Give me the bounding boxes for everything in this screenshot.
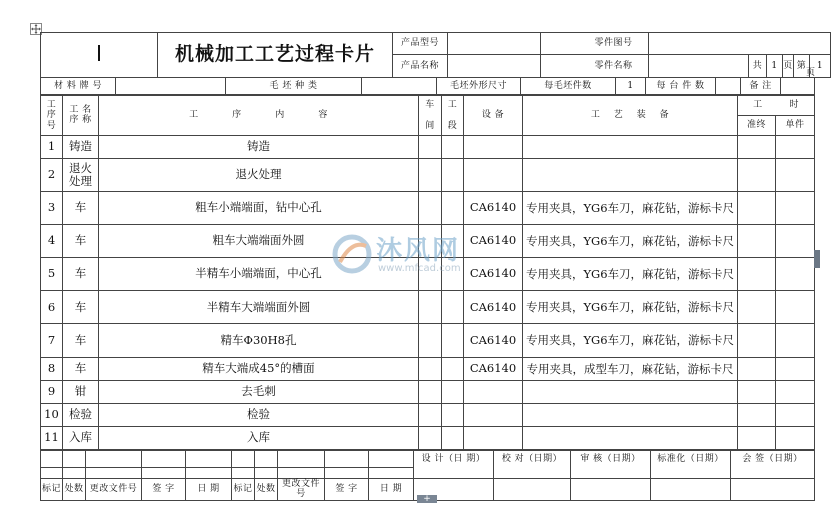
op-content: 去毛刺 bbox=[99, 380, 419, 403]
pieces-per-blank-value[interactable]: 1 bbox=[616, 78, 646, 95]
table-row bbox=[41, 323, 815, 357]
product-name-label: 产品名称 bbox=[393, 55, 448, 78]
op-unit-time[interactable] bbox=[776, 225, 815, 258]
rev-blank bbox=[142, 451, 186, 468]
op-tooling bbox=[523, 135, 738, 158]
rev-blank bbox=[41, 451, 63, 468]
watermark-url: www.mfcad.com bbox=[378, 263, 461, 274]
rev-count-label-2: 处数 bbox=[255, 479, 278, 501]
table-row bbox=[41, 291, 815, 324]
op-unit-time[interactable] bbox=[776, 357, 815, 380]
op-section[interactable] bbox=[442, 225, 464, 258]
rev-blank bbox=[63, 451, 86, 468]
op-prep-time[interactable] bbox=[738, 403, 776, 426]
op-seq-no: 2 bbox=[41, 159, 63, 192]
op-content: 半精车大端端面外圆 bbox=[99, 291, 419, 324]
op-workshop[interactable] bbox=[419, 426, 442, 449]
check-sign-field[interactable] bbox=[494, 479, 571, 501]
rev-blank bbox=[278, 451, 325, 468]
rev-change-doc-label: 更改文件号 bbox=[86, 479, 142, 501]
pieces-per-unit-label: 每 台 件 数 bbox=[646, 78, 716, 95]
col-seq-no: 工 序 号 bbox=[41, 96, 63, 136]
op-unit-time[interactable] bbox=[776, 159, 815, 192]
table-row bbox=[41, 357, 815, 380]
pieces-per-blank-label: 每毛坯件数 bbox=[521, 78, 616, 95]
rev-blank bbox=[369, 468, 414, 479]
op-workshop[interactable] bbox=[419, 257, 442, 291]
op-workshop[interactable] bbox=[419, 225, 442, 258]
op-content: 精车大端成45°的槽面 bbox=[99, 357, 419, 380]
rev-blank bbox=[41, 468, 63, 479]
op-unit-time[interactable] bbox=[776, 380, 815, 403]
rev-blank bbox=[86, 451, 142, 468]
op-name: 车 bbox=[63, 257, 99, 291]
op-content: 粗车大端端面外圆 bbox=[99, 225, 419, 258]
op-unit-time[interactable] bbox=[776, 191, 815, 225]
op-tooling bbox=[523, 426, 738, 449]
op-section[interactable] bbox=[442, 403, 464, 426]
process-table bbox=[40, 95, 814, 450]
rev-blank bbox=[86, 468, 142, 479]
total-pages[interactable]: 1 bbox=[767, 55, 783, 78]
op-name: 退火 处理 bbox=[63, 159, 99, 192]
op-equipment bbox=[464, 135, 523, 158]
op-tooling: 专用夹具，YG6车刀，麻花钻，游标卡尺 bbox=[523, 225, 738, 258]
sign-label: 会 签（日期） bbox=[731, 451, 815, 479]
op-equipment: CA6140 bbox=[464, 291, 523, 324]
op-workshop[interactable] bbox=[419, 291, 442, 324]
op-name: 车 bbox=[63, 291, 99, 324]
op-tooling: 专用夹具，成型车刀，麻花钻，游标卡尺 bbox=[523, 357, 738, 380]
op-name: 车 bbox=[63, 357, 99, 380]
process-card bbox=[40, 32, 824, 500]
product-name-value[interactable] bbox=[448, 55, 541, 78]
rev-date-label-2: 日 期 bbox=[369, 479, 414, 501]
op-section[interactable] bbox=[442, 159, 464, 192]
op-content: 入库 bbox=[99, 426, 419, 449]
rev-mark-label-2: 标记 bbox=[232, 479, 255, 501]
op-tooling bbox=[523, 380, 738, 403]
blank-type-value[interactable] bbox=[362, 78, 437, 95]
op-workshop[interactable] bbox=[419, 357, 442, 380]
col-section: 工 段 bbox=[442, 96, 464, 136]
op-seq-no: 10 bbox=[41, 403, 63, 426]
op-unit-time[interactable] bbox=[776, 426, 815, 449]
countersign-field[interactable] bbox=[731, 479, 815, 501]
op-unit-time[interactable] bbox=[776, 323, 815, 357]
op-prep-time[interactable] bbox=[738, 191, 776, 225]
rev-change-doc-label-2: 更改文件号 bbox=[278, 479, 325, 501]
op-unit-time[interactable] bbox=[776, 135, 815, 158]
rev-date-label: 日 期 bbox=[186, 479, 232, 501]
op-section[interactable] bbox=[442, 257, 464, 291]
op-name: 车 bbox=[63, 191, 99, 225]
review-label: 审 核（日期） bbox=[571, 451, 651, 479]
blank-type-label: 毛 坯 种 类 bbox=[226, 78, 362, 95]
op-content: 检验 bbox=[99, 403, 419, 426]
op-prep-time[interactable] bbox=[738, 291, 776, 324]
op-unit-time[interactable] bbox=[776, 403, 815, 426]
table-row bbox=[41, 191, 815, 225]
total-label: 共 bbox=[749, 55, 767, 78]
op-equipment: CA6140 bbox=[464, 191, 523, 225]
op-prep-time[interactable] bbox=[738, 159, 776, 192]
page-title: 机械加工工艺过程卡片 bbox=[158, 33, 393, 78]
rev-blank bbox=[232, 451, 255, 468]
add-row-icon[interactable]: + bbox=[417, 495, 437, 503]
op-name: 检验 bbox=[63, 403, 99, 426]
card-footer bbox=[40, 450, 814, 500]
op-equipment: CA6140 bbox=[464, 225, 523, 258]
col-op-name: 工 名 序 称 bbox=[63, 96, 99, 136]
logo-cell bbox=[41, 33, 158, 78]
col-workshop: 车 间 bbox=[419, 96, 442, 136]
rev-signature-label-2: 签 字 bbox=[325, 479, 369, 501]
op-section[interactable] bbox=[442, 191, 464, 225]
check-label: 校 对（日期） bbox=[494, 451, 571, 479]
op-equipment bbox=[464, 403, 523, 426]
rev-blank bbox=[255, 451, 278, 468]
page-label: 页 bbox=[783, 55, 794, 78]
op-seq-no: 9 bbox=[41, 380, 63, 403]
op-seq-no: 1 bbox=[41, 135, 63, 158]
col-equipment: 设 备 bbox=[464, 96, 523, 136]
table-row bbox=[41, 403, 815, 426]
table-row bbox=[41, 426, 815, 449]
table-row bbox=[41, 380, 815, 403]
pieces-per-unit-value[interactable] bbox=[716, 78, 741, 95]
watermark-text: 沐风网 bbox=[376, 236, 461, 266]
op-seq-no: 3 bbox=[41, 191, 63, 225]
op-workshop[interactable] bbox=[419, 191, 442, 225]
table-row bbox=[41, 257, 815, 291]
op-tooling: 专用夹具，YG6车刀，麻花钻，游标卡尺 bbox=[523, 191, 738, 225]
material-value[interactable] bbox=[116, 78, 226, 95]
op-unit-time[interactable] bbox=[776, 257, 815, 291]
op-section[interactable] bbox=[442, 426, 464, 449]
op-name: 入库 bbox=[63, 426, 99, 449]
op-prep-time[interactable] bbox=[738, 323, 776, 357]
rev-blank bbox=[369, 451, 414, 468]
part-name-label: 零件名称 bbox=[595, 55, 649, 78]
op-section[interactable] bbox=[442, 380, 464, 403]
op-content: 铸造 bbox=[99, 135, 419, 158]
rev-blank bbox=[142, 468, 186, 479]
op-section[interactable] bbox=[442, 135, 464, 158]
op-tooling bbox=[523, 159, 738, 192]
op-seq-no: 11 bbox=[41, 426, 63, 449]
current-page[interactable]: 1 bbox=[810, 55, 831, 78]
table-row bbox=[41, 225, 815, 258]
rev-blank bbox=[278, 468, 325, 479]
op-workshop[interactable] bbox=[419, 323, 442, 357]
move-handle-icon[interactable] bbox=[30, 20, 42, 32]
standard-label: 标准化（日期） bbox=[651, 451, 731, 479]
blank-size-label: 毛坯外形尺寸 bbox=[437, 78, 521, 95]
part-drawing-value[interactable] bbox=[649, 33, 831, 55]
design-label: 设 计（日 期） bbox=[414, 451, 494, 479]
op-unit-time[interactable] bbox=[776, 291, 815, 324]
op-seq-no: 5 bbox=[41, 257, 63, 291]
op-prep-time[interactable] bbox=[738, 225, 776, 258]
op-name: 车 bbox=[63, 323, 99, 357]
op-workshop[interactable] bbox=[419, 135, 442, 158]
remark-label: 备 注 bbox=[741, 78, 781, 95]
product-model-value[interactable] bbox=[448, 33, 541, 55]
rev-blank bbox=[186, 468, 232, 479]
op-equipment: CA6140 bbox=[464, 323, 523, 357]
page-label-2: 页 bbox=[806, 68, 816, 78]
op-name: 铸造 bbox=[63, 135, 99, 158]
op-equipment: CA6140 bbox=[464, 257, 523, 291]
op-name: 车 bbox=[63, 225, 99, 258]
part-drawing-label-cell bbox=[541, 33, 595, 55]
op-content: 退火处理 bbox=[99, 159, 419, 192]
col-tooling: 工 艺 装 备 bbox=[523, 96, 738, 136]
op-tooling: 专用夹具，YG6车刀，麻花钻，游标卡尺 bbox=[523, 291, 738, 324]
op-equipment bbox=[464, 380, 523, 403]
op-prep-time[interactable] bbox=[738, 257, 776, 291]
op-prep-time[interactable] bbox=[738, 380, 776, 403]
op-seq-no: 7 bbox=[41, 323, 63, 357]
standard-sign-field[interactable] bbox=[651, 479, 731, 501]
rev-signature-label: 签 字 bbox=[142, 479, 186, 501]
product-model-label: 产品型号 bbox=[393, 33, 448, 55]
resize-handle[interactable] bbox=[814, 250, 820, 268]
rev-blank bbox=[325, 451, 369, 468]
op-tooling bbox=[523, 403, 738, 426]
col-prep: 准终 bbox=[738, 115, 776, 135]
op-equipment bbox=[464, 426, 523, 449]
part-name-value[interactable] bbox=[649, 55, 749, 78]
op-section[interactable] bbox=[442, 357, 464, 380]
card-header bbox=[40, 32, 824, 77]
table-row bbox=[41, 159, 815, 192]
col-content: 工 序 内 容 bbox=[99, 96, 419, 136]
op-name: 钳 bbox=[63, 380, 99, 403]
rev-blank bbox=[325, 468, 369, 479]
review-sign-field[interactable] bbox=[571, 479, 651, 501]
rev-blank bbox=[186, 451, 232, 468]
col-hours: 工 时 bbox=[738, 96, 815, 116]
op-workshop[interactable] bbox=[419, 159, 442, 192]
op-content: 半精车小端端面，中心孔 bbox=[99, 257, 419, 291]
op-tooling: 专用夹具，YG6车刀，麻花钻，游标卡尺 bbox=[523, 257, 738, 291]
op-section[interactable] bbox=[442, 323, 464, 357]
col-unit: 单件 bbox=[776, 115, 815, 135]
op-seq-no: 4 bbox=[41, 225, 63, 258]
material-row bbox=[40, 77, 814, 95]
op-section[interactable] bbox=[442, 291, 464, 324]
op-prep-time[interactable] bbox=[738, 357, 776, 380]
op-prep-time[interactable] bbox=[738, 135, 776, 158]
material-label: 材 料 牌 号 bbox=[41, 78, 116, 95]
rev-blank bbox=[255, 468, 278, 479]
op-seq-no: 6 bbox=[41, 291, 63, 324]
part-drawing-label: 零件图号 bbox=[595, 33, 649, 55]
part-name-label-cell bbox=[541, 55, 595, 78]
rev-count-label: 处数 bbox=[63, 479, 86, 501]
op-workshop[interactable] bbox=[419, 403, 442, 426]
rev-mark-label: 标记 bbox=[41, 479, 63, 501]
rev-blank bbox=[232, 468, 255, 479]
op-equipment bbox=[464, 159, 523, 192]
op-workshop[interactable] bbox=[419, 380, 442, 403]
op-tooling: 专用夹具，YG6车刀，麻花钻，游标卡尺 bbox=[523, 323, 738, 357]
op-prep-time[interactable] bbox=[738, 426, 776, 449]
rev-blank bbox=[63, 468, 86, 479]
op-content: 精车Φ30H8孔 bbox=[99, 323, 419, 357]
remark-value[interactable] bbox=[781, 78, 815, 95]
current-label: 第 bbox=[794, 55, 810, 78]
op-content: 粗车小端端面，钻中心孔 bbox=[99, 191, 419, 225]
table-row bbox=[41, 135, 815, 158]
op-seq-no: 8 bbox=[41, 357, 63, 380]
op-equipment: CA6140 bbox=[464, 357, 523, 380]
